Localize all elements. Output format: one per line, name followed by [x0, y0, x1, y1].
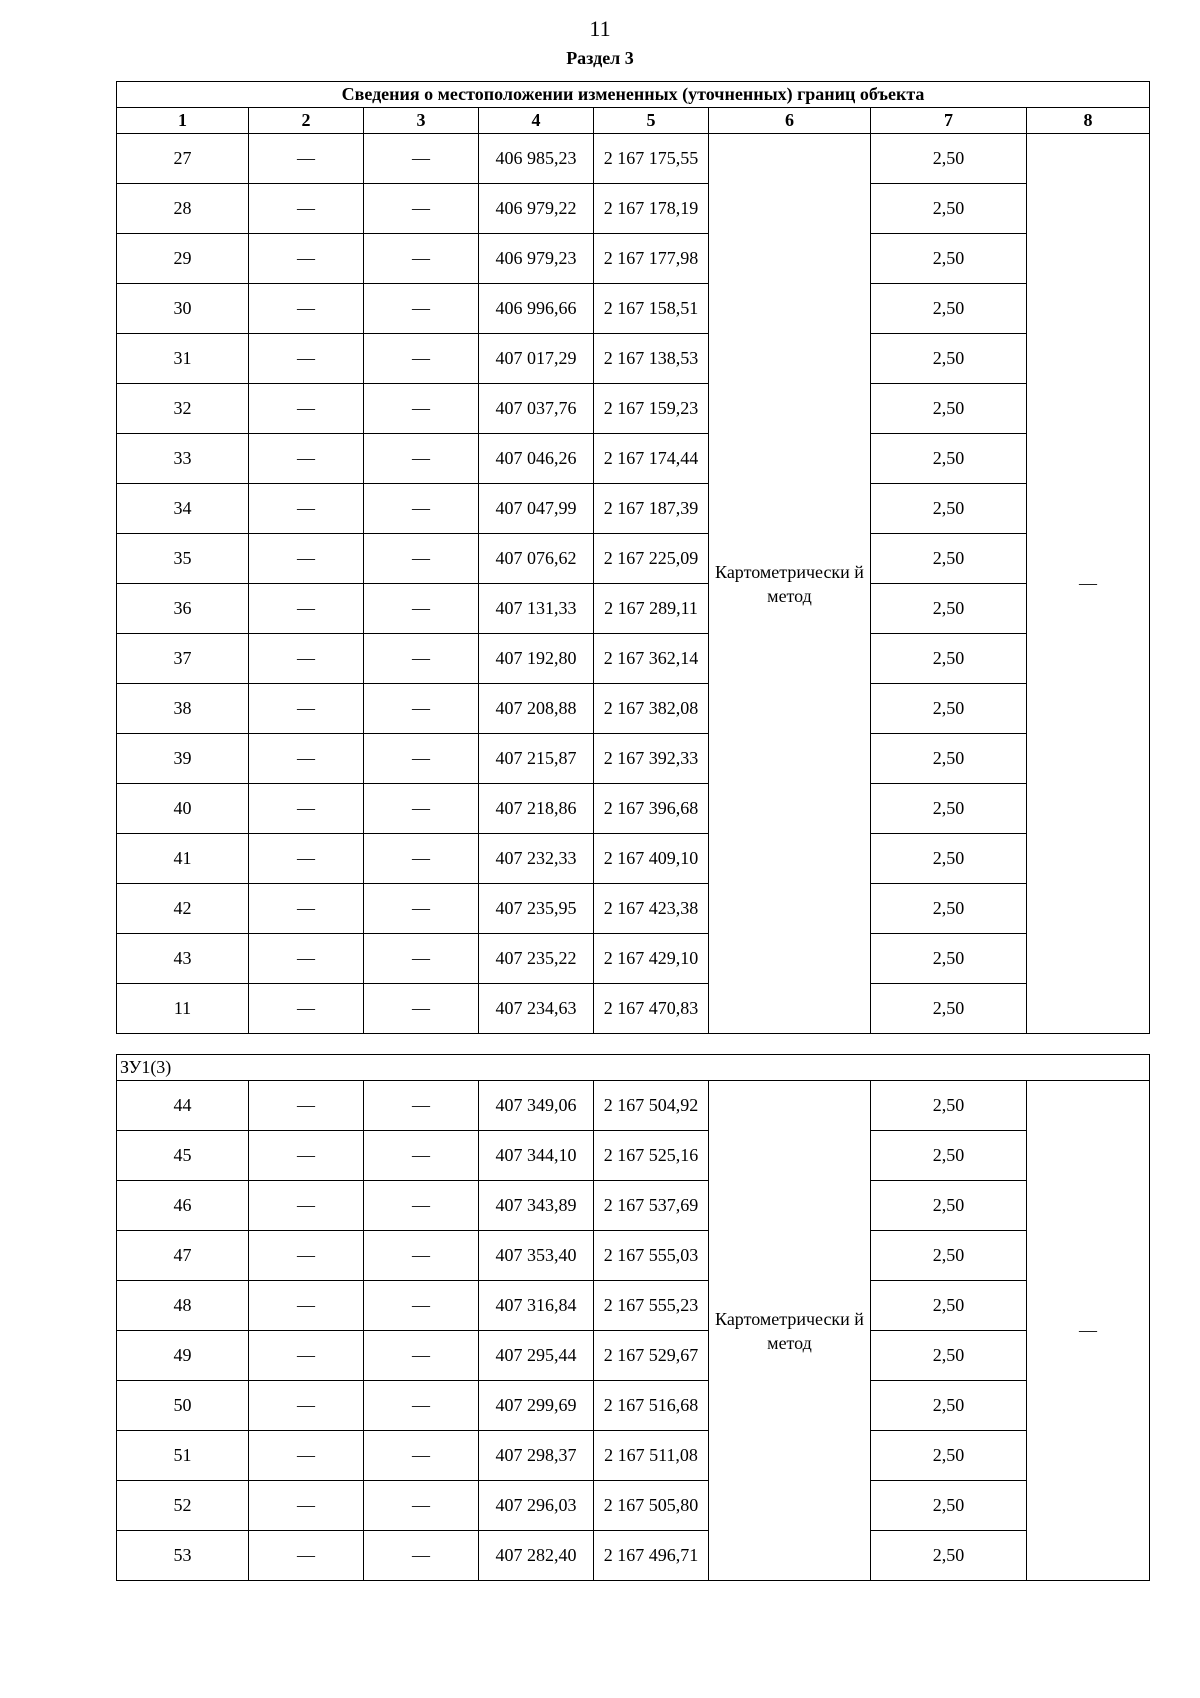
- accuracy-cell: 2,50: [871, 1531, 1027, 1581]
- accuracy-cell: 2,50: [871, 184, 1027, 234]
- table-title: Сведения о местоположении измененных (уточненных) границ объекта: [117, 82, 1150, 108]
- accuracy-cell: 2,50: [871, 1081, 1027, 1131]
- table-row: [117, 784, 1150, 834]
- accuracy-cell: 2,50: [871, 984, 1027, 1034]
- y-coordinate-cell: 2 167 525,16: [594, 1131, 709, 1181]
- x-coordinate-cell: 406 979,22: [479, 184, 594, 234]
- x-coordinate-cell: 406 996,66: [479, 284, 594, 334]
- table-row: [117, 584, 1150, 634]
- table-row: [117, 734, 1150, 784]
- y-coordinate-cell: 2 167 423,38: [594, 884, 709, 934]
- point-number-cell: 33: [117, 434, 249, 484]
- x-coordinate-cell: 407 047,99: [479, 484, 594, 534]
- col3-cell: —: [364, 1381, 479, 1431]
- point-number-cell: 39: [117, 734, 249, 784]
- method-cell: Картометрически й метод: [709, 1081, 871, 1581]
- y-coordinate-cell: 2 167 529,67: [594, 1331, 709, 1381]
- table-row: [117, 284, 1150, 334]
- point-number-cell: 46: [117, 1181, 249, 1231]
- col3-cell: —: [364, 1081, 479, 1131]
- col2-cell: —: [249, 234, 364, 284]
- table-row: [117, 684, 1150, 734]
- x-coordinate-cell: 407 076,62: [479, 534, 594, 584]
- point-number-cell: 53: [117, 1531, 249, 1581]
- x-coordinate-cell: 407 344,10: [479, 1131, 594, 1181]
- table-row: [117, 1231, 1150, 1281]
- col3-cell: —: [364, 1281, 479, 1331]
- accuracy-cell: 2,50: [871, 934, 1027, 984]
- point-number-cell: 51: [117, 1431, 249, 1481]
- accuracy-cell: 2,50: [871, 534, 1027, 584]
- y-coordinate-cell: 2 167 505,80: [594, 1481, 709, 1531]
- col2-cell: —: [249, 434, 364, 484]
- table-row: [117, 484, 1150, 534]
- column-header-row: [117, 108, 1150, 134]
- accuracy-cell: 2,50: [871, 234, 1027, 284]
- table-row: [117, 334, 1150, 384]
- x-coordinate-cell: 407 232,33: [479, 834, 594, 884]
- coordinates-table: [116, 81, 1150, 1034]
- x-coordinate-cell: 407 353,40: [479, 1231, 594, 1281]
- point-number-cell: 28: [117, 184, 249, 234]
- col3-cell: —: [364, 584, 479, 634]
- section-title: Раздел 3: [566, 48, 634, 68]
- col2-cell: —: [249, 134, 364, 184]
- col2-cell: —: [249, 984, 364, 1034]
- accuracy-cell: 2,50: [871, 1131, 1027, 1181]
- col2-cell: —: [249, 834, 364, 884]
- column-header: 7: [871, 108, 1027, 134]
- table-row: [117, 1181, 1150, 1231]
- y-coordinate-cell: 2 167 174,44: [594, 434, 709, 484]
- table-row: [117, 1531, 1150, 1581]
- col2-cell: —: [249, 1131, 364, 1181]
- col3-cell: —: [364, 284, 479, 334]
- col3-cell: —: [364, 334, 479, 384]
- point-number-cell: 31: [117, 334, 249, 384]
- x-coordinate-cell: 407 235,95: [479, 884, 594, 934]
- y-coordinate-cell: 2 167 496,71: [594, 1531, 709, 1581]
- col3-cell: —: [364, 1531, 479, 1581]
- point-number-cell: 48: [117, 1281, 249, 1331]
- column-header: 2: [249, 108, 364, 134]
- x-coordinate-cell: 407 235,22: [479, 934, 594, 984]
- page-number: 11: [589, 16, 611, 41]
- y-coordinate-cell: 2 167 225,09: [594, 534, 709, 584]
- col2-cell: —: [249, 534, 364, 584]
- col3-cell: —: [364, 234, 479, 284]
- x-coordinate-cell: 407 234,63: [479, 984, 594, 1034]
- x-coordinate-cell: 407 192,80: [479, 634, 594, 684]
- col2-cell: —: [249, 584, 364, 634]
- col2-cell: —: [249, 184, 364, 234]
- table-row: [117, 1081, 1150, 1131]
- x-coordinate-cell: 407 298,37: [479, 1431, 594, 1481]
- accuracy-cell: 2,50: [871, 384, 1027, 434]
- table-row: [117, 934, 1150, 984]
- point-number-cell: 35: [117, 534, 249, 584]
- accuracy-cell: 2,50: [871, 1331, 1027, 1381]
- accuracy-cell: 2,50: [871, 1481, 1027, 1531]
- column-header: 5: [594, 108, 709, 134]
- zone-label: ЗУ1(3): [117, 1055, 1150, 1081]
- x-coordinate-cell: 407 215,87: [479, 734, 594, 784]
- col2-cell: —: [249, 1381, 364, 1431]
- x-coordinate-cell: 407 316,84: [479, 1281, 594, 1331]
- table-row: [117, 1431, 1150, 1481]
- col3-cell: —: [364, 384, 479, 434]
- col3-cell: —: [364, 634, 479, 684]
- column-header: 3: [364, 108, 479, 134]
- table-row: [117, 834, 1150, 884]
- y-coordinate-cell: 2 167 159,23: [594, 384, 709, 434]
- col2-cell: —: [249, 334, 364, 384]
- accuracy-cell: 2,50: [871, 1181, 1027, 1231]
- x-coordinate-cell: 407 295,44: [479, 1331, 594, 1381]
- y-coordinate-cell: 2 167 504,92: [594, 1081, 709, 1131]
- col8-cell: —: [1027, 1081, 1150, 1581]
- x-coordinate-cell: 407 343,89: [479, 1181, 594, 1231]
- column-header: 4: [479, 108, 594, 134]
- col2-cell: —: [249, 1331, 364, 1381]
- table-row: [117, 984, 1150, 1034]
- point-number-cell: 44: [117, 1081, 249, 1131]
- table-row: [117, 634, 1150, 684]
- y-coordinate-cell: 2 167 511,08: [594, 1431, 709, 1481]
- x-coordinate-cell: 406 985,23: [479, 134, 594, 184]
- point-number-cell: 49: [117, 1331, 249, 1381]
- table-row: [117, 384, 1150, 434]
- col3-cell: —: [364, 834, 479, 884]
- x-coordinate-cell: 407 349,06: [479, 1081, 594, 1131]
- method-cell: Картометрически й метод: [709, 134, 871, 1034]
- x-coordinate-cell: 407 218,86: [479, 784, 594, 834]
- x-coordinate-cell: 407 296,03: [479, 1481, 594, 1531]
- accuracy-cell: 2,50: [871, 684, 1027, 734]
- point-number-cell: 47: [117, 1231, 249, 1281]
- table-row: [117, 884, 1150, 934]
- col3-cell: —: [364, 1231, 479, 1281]
- col2-cell: —: [249, 684, 364, 734]
- y-coordinate-cell: 2 167 555,03: [594, 1231, 709, 1281]
- point-number-cell: 32: [117, 384, 249, 434]
- accuracy-cell: 2,50: [871, 1431, 1027, 1481]
- point-number-cell: 45: [117, 1131, 249, 1181]
- y-coordinate-cell: 2 167 362,14: [594, 634, 709, 684]
- column-header: 6: [709, 108, 871, 134]
- accuracy-cell: 2,50: [871, 334, 1027, 384]
- col2-cell: —: [249, 484, 364, 534]
- col3-cell: —: [364, 1431, 479, 1481]
- y-coordinate-cell: 2 167 138,53: [594, 334, 709, 384]
- accuracy-cell: 2,50: [871, 884, 1027, 934]
- col2-cell: —: [249, 784, 364, 834]
- col3-cell: —: [364, 1131, 479, 1181]
- table-row: [117, 1481, 1150, 1531]
- col2-cell: —: [249, 1181, 364, 1231]
- col2-cell: —: [249, 384, 364, 434]
- col2-cell: —: [249, 1081, 364, 1131]
- coordinates-table-continued: [116, 1054, 1150, 1581]
- x-coordinate-cell: 407 208,88: [479, 684, 594, 734]
- accuracy-cell: 2,50: [871, 834, 1027, 884]
- point-number-cell: 50: [117, 1381, 249, 1431]
- y-coordinate-cell: 2 167 382,08: [594, 684, 709, 734]
- col2-cell: —: [249, 734, 364, 784]
- x-coordinate-cell: 407 017,29: [479, 334, 594, 384]
- point-number-cell: 27: [117, 134, 249, 184]
- col2-cell: —: [249, 1231, 364, 1281]
- col3-cell: —: [364, 934, 479, 984]
- accuracy-cell: 2,50: [871, 1231, 1027, 1281]
- col3-cell: —: [364, 984, 479, 1034]
- col3-cell: —: [364, 734, 479, 784]
- column-header: 8: [1027, 108, 1150, 134]
- col2-cell: —: [249, 1481, 364, 1531]
- col3-cell: —: [364, 884, 479, 934]
- table-row: [117, 184, 1150, 234]
- col2-cell: —: [249, 934, 364, 984]
- point-number-cell: 38: [117, 684, 249, 734]
- table-row: [117, 534, 1150, 584]
- y-coordinate-cell: 2 167 470,83: [594, 984, 709, 1034]
- y-coordinate-cell: 2 167 175,55: [594, 134, 709, 184]
- accuracy-cell: 2,50: [871, 584, 1027, 634]
- point-number-cell: 41: [117, 834, 249, 884]
- y-coordinate-cell: 2 167 429,10: [594, 934, 709, 984]
- accuracy-cell: 2,50: [871, 434, 1027, 484]
- y-coordinate-cell: 2 167 158,51: [594, 284, 709, 334]
- y-coordinate-cell: 2 167 555,23: [594, 1281, 709, 1331]
- column-header: 1: [117, 108, 249, 134]
- col2-cell: —: [249, 1531, 364, 1581]
- y-coordinate-cell: 2 167 178,19: [594, 184, 709, 234]
- col3-cell: —: [364, 534, 479, 584]
- col3-cell: —: [364, 434, 479, 484]
- col2-cell: —: [249, 634, 364, 684]
- accuracy-cell: 2,50: [871, 784, 1027, 834]
- col3-cell: —: [364, 1481, 479, 1531]
- accuracy-cell: 2,50: [871, 484, 1027, 534]
- col3-cell: —: [364, 184, 479, 234]
- point-number-cell: 37: [117, 634, 249, 684]
- x-coordinate-cell: 407 131,33: [479, 584, 594, 634]
- point-number-cell: 36: [117, 584, 249, 634]
- col3-cell: —: [364, 684, 479, 734]
- col3-cell: —: [364, 1331, 479, 1381]
- table-row: [117, 1381, 1150, 1431]
- col2-cell: —: [249, 1431, 364, 1481]
- table-row: [117, 1281, 1150, 1331]
- point-number-cell: 29: [117, 234, 249, 284]
- point-number-cell: 40: [117, 784, 249, 834]
- accuracy-cell: 2,50: [871, 284, 1027, 334]
- col3-cell: —: [364, 1181, 479, 1231]
- point-number-cell: 42: [117, 884, 249, 934]
- x-coordinate-cell: 407 046,26: [479, 434, 594, 484]
- x-coordinate-cell: 407 282,40: [479, 1531, 594, 1581]
- col2-cell: —: [249, 1281, 364, 1331]
- accuracy-cell: 2,50: [871, 1381, 1027, 1431]
- table-row: [117, 1331, 1150, 1381]
- point-number-cell: 52: [117, 1481, 249, 1531]
- col8-cell: —: [1027, 134, 1150, 1034]
- x-coordinate-cell: 407 299,69: [479, 1381, 594, 1431]
- point-number-cell: 34: [117, 484, 249, 534]
- table-row: [117, 234, 1150, 284]
- x-coordinate-cell: 406 979,23: [479, 234, 594, 284]
- y-coordinate-cell: 2 167 289,11: [594, 584, 709, 634]
- y-coordinate-cell: 2 167 187,39: [594, 484, 709, 534]
- col3-cell: —: [364, 784, 479, 834]
- accuracy-cell: 2,50: [871, 734, 1027, 784]
- point-number-cell: 43: [117, 934, 249, 984]
- col2-cell: —: [249, 284, 364, 334]
- y-coordinate-cell: 2 167 537,69: [594, 1181, 709, 1231]
- y-coordinate-cell: 2 167 516,68: [594, 1381, 709, 1431]
- y-coordinate-cell: 2 167 177,98: [594, 234, 709, 284]
- table-row: [117, 1131, 1150, 1181]
- y-coordinate-cell: 2 167 409,10: [594, 834, 709, 884]
- col2-cell: —: [249, 884, 364, 934]
- point-number-cell: 30: [117, 284, 249, 334]
- x-coordinate-cell: 407 037,76: [479, 384, 594, 434]
- table-row: [117, 434, 1150, 484]
- accuracy-cell: 2,50: [871, 634, 1027, 684]
- point-number-cell: 11: [117, 984, 249, 1034]
- col3-cell: —: [364, 484, 479, 534]
- col3-cell: —: [364, 134, 479, 184]
- y-coordinate-cell: 2 167 396,68: [594, 784, 709, 834]
- y-coordinate-cell: 2 167 392,33: [594, 734, 709, 784]
- accuracy-cell: 2,50: [871, 134, 1027, 184]
- accuracy-cell: 2,50: [871, 1281, 1027, 1331]
- table-row: [117, 134, 1150, 184]
